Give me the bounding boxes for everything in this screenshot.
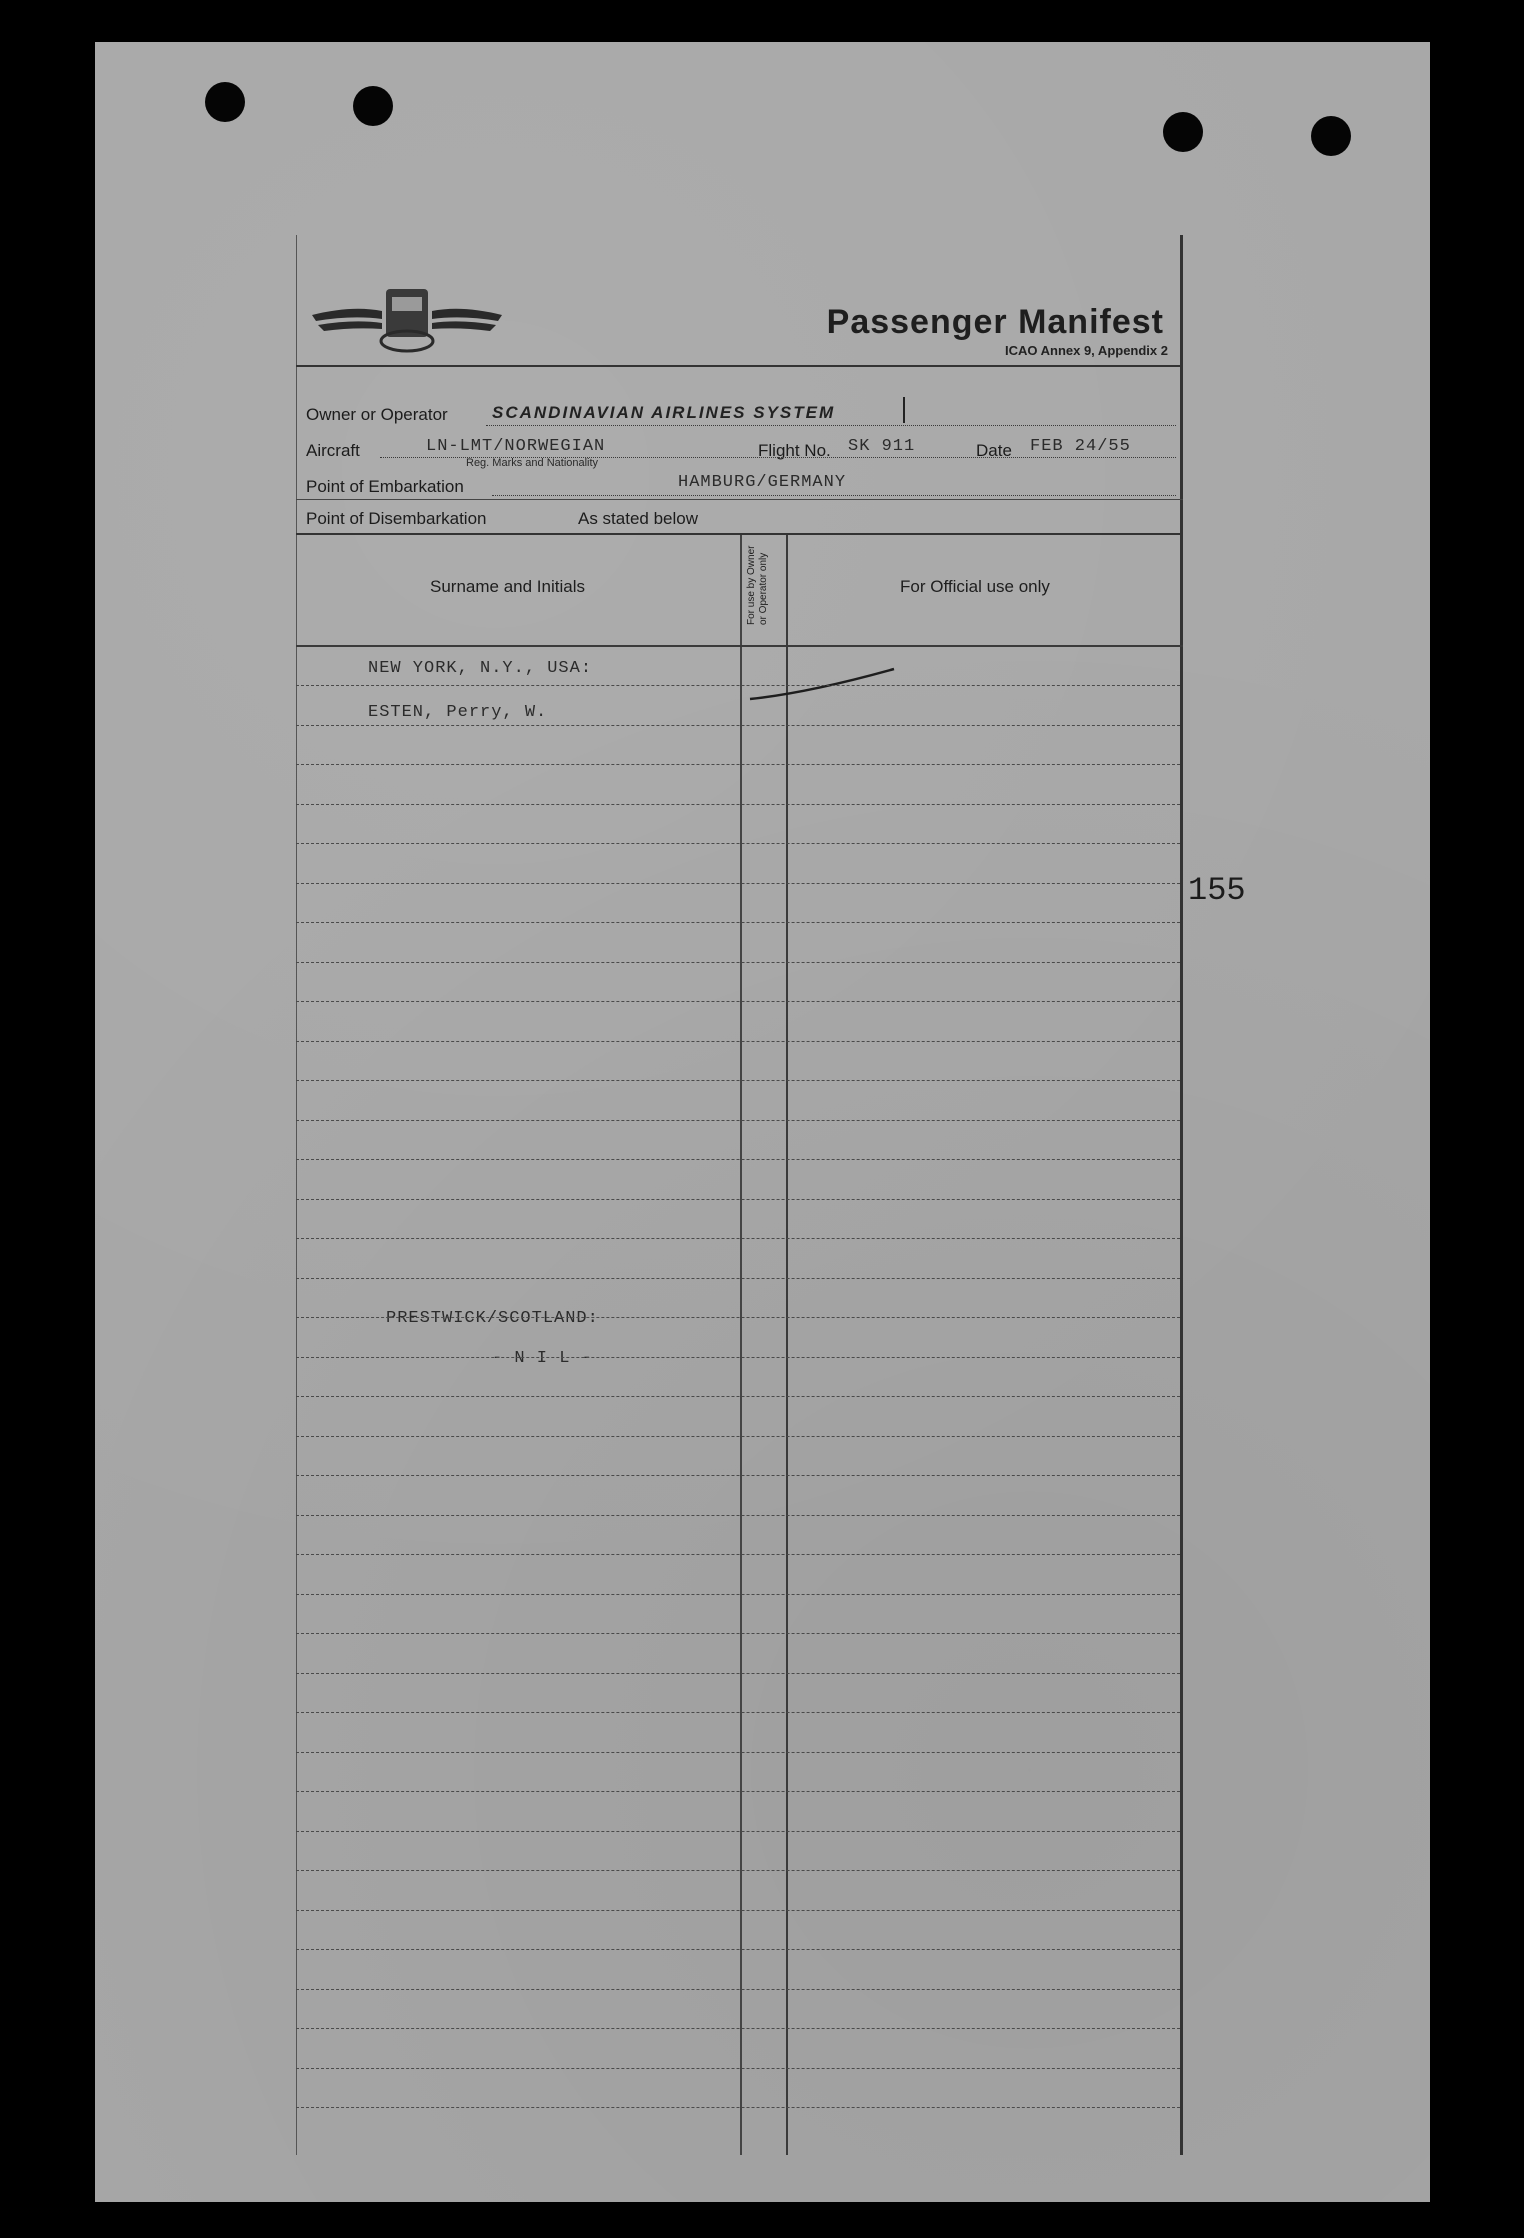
punch-hole — [1311, 116, 1351, 156]
punch-hole — [205, 82, 245, 122]
destination-prestwick: PRESTWICK/SCOTLAND: — [386, 1309, 599, 1328]
table-rule-line — [296, 1357, 1180, 1358]
table-rule-line — [296, 1554, 1180, 1555]
sas-winged-crest-icon — [312, 283, 502, 353]
table-rule-line — [296, 1633, 1180, 1634]
table-rule-line — [296, 2107, 1180, 2108]
aircraft-value: LN-LMT/NORWEGIAN — [426, 437, 606, 456]
flight-value: SK 911 — [848, 437, 916, 456]
column-header-official: For Official use only — [900, 577, 1050, 596]
owner-value: SCANDINAVIAN AIRLINES SYSTEM — [492, 403, 836, 422]
table-rule-line — [296, 1120, 1180, 1121]
embarkation-label: Point of Embarkation — [306, 477, 464, 496]
table-rule-line — [296, 1041, 1180, 1042]
passenger-esten: ESTEN, Perry, W. — [368, 703, 548, 722]
passenger-manifest-form — [296, 235, 1184, 2155]
aircraft-hint: Reg. Marks and Nationality — [466, 457, 599, 469]
table-rule-line — [296, 883, 1180, 884]
form-title: Passenger Manifest — [826, 303, 1164, 341]
owner-check-mark — [903, 397, 905, 423]
punch-hole — [1163, 112, 1203, 152]
table-rule-line — [296, 764, 1180, 765]
table-rule-line — [296, 1673, 1180, 1674]
table-rule-line — [296, 1317, 1180, 1318]
aircraft-label: Aircraft — [306, 441, 360, 460]
table-rule-line — [296, 922, 1180, 923]
table-rule-line — [296, 1475, 1180, 1476]
table-rule-line — [296, 1831, 1180, 1832]
table-rule-line — [296, 1594, 1180, 1595]
table-rule-line — [296, 1159, 1180, 1160]
table-rule-line — [296, 725, 1180, 726]
table-rule-line — [296, 1396, 1180, 1397]
form-left-border — [296, 235, 297, 2155]
table-rule-line — [296, 2028, 1180, 2029]
column-header-owner-use: For use by Owner or Operator only — [746, 545, 769, 625]
table-rule-line — [296, 1752, 1180, 1753]
table-rule-line — [296, 1791, 1180, 1792]
table-rule-line — [296, 2068, 1180, 2069]
form-subtitle: ICAO Annex 9, Appendix 2 — [1004, 343, 1168, 358]
header-divider — [296, 365, 1183, 367]
nil-entry: - N I L - — [492, 1349, 593, 1368]
flight-label: Flight No. — [758, 441, 831, 460]
date-label: Date — [976, 441, 1012, 460]
table-rule-line — [296, 1515, 1180, 1516]
table-rule-line — [296, 804, 1180, 805]
table-rule-line — [296, 685, 1180, 686]
form-right-border — [1180, 235, 1183, 2155]
column-header-name: Surname and Initials — [430, 577, 585, 596]
table-rule-line — [296, 1199, 1180, 1200]
check-stroke-icon — [748, 663, 898, 703]
column-divider-left — [740, 535, 742, 2155]
table-rule-line — [296, 1949, 1180, 1950]
disembarkation-label: Point of Disembarkation — [306, 509, 487, 528]
embarkation-value: HAMBURG/GERMANY — [678, 473, 847, 492]
table-rule-line — [296, 1080, 1180, 1081]
embarkation-underline — [492, 495, 1176, 496]
table-rule-line — [296, 1238, 1180, 1239]
table-header-divider — [296, 645, 1183, 647]
table-rule-line — [296, 1712, 1180, 1713]
owner-underline — [486, 425, 1176, 426]
table-rule-line — [296, 1910, 1180, 1911]
embarkation-divider — [296, 499, 1183, 500]
table-rule-line — [296, 843, 1180, 844]
aircraft-underline — [380, 457, 1176, 458]
destination-new-york: NEW YORK, N.Y., USA: — [368, 659, 593, 678]
table-rule-line — [296, 1436, 1180, 1437]
margin-page-number: 155 — [1188, 872, 1246, 909]
date-value: FEB 24/55 — [1030, 437, 1131, 456]
owner-label: Owner or Operator — [306, 405, 448, 424]
table-rule-line — [296, 1278, 1180, 1279]
table-rule-line — [296, 1989, 1180, 1990]
punch-hole — [353, 86, 393, 126]
table-rule-line — [296, 962, 1180, 963]
disembarkation-value: As stated below — [578, 509, 699, 528]
column-divider-right — [786, 535, 788, 2155]
table-rule-line — [296, 1001, 1180, 1002]
table-rule-line — [296, 1870, 1180, 1871]
